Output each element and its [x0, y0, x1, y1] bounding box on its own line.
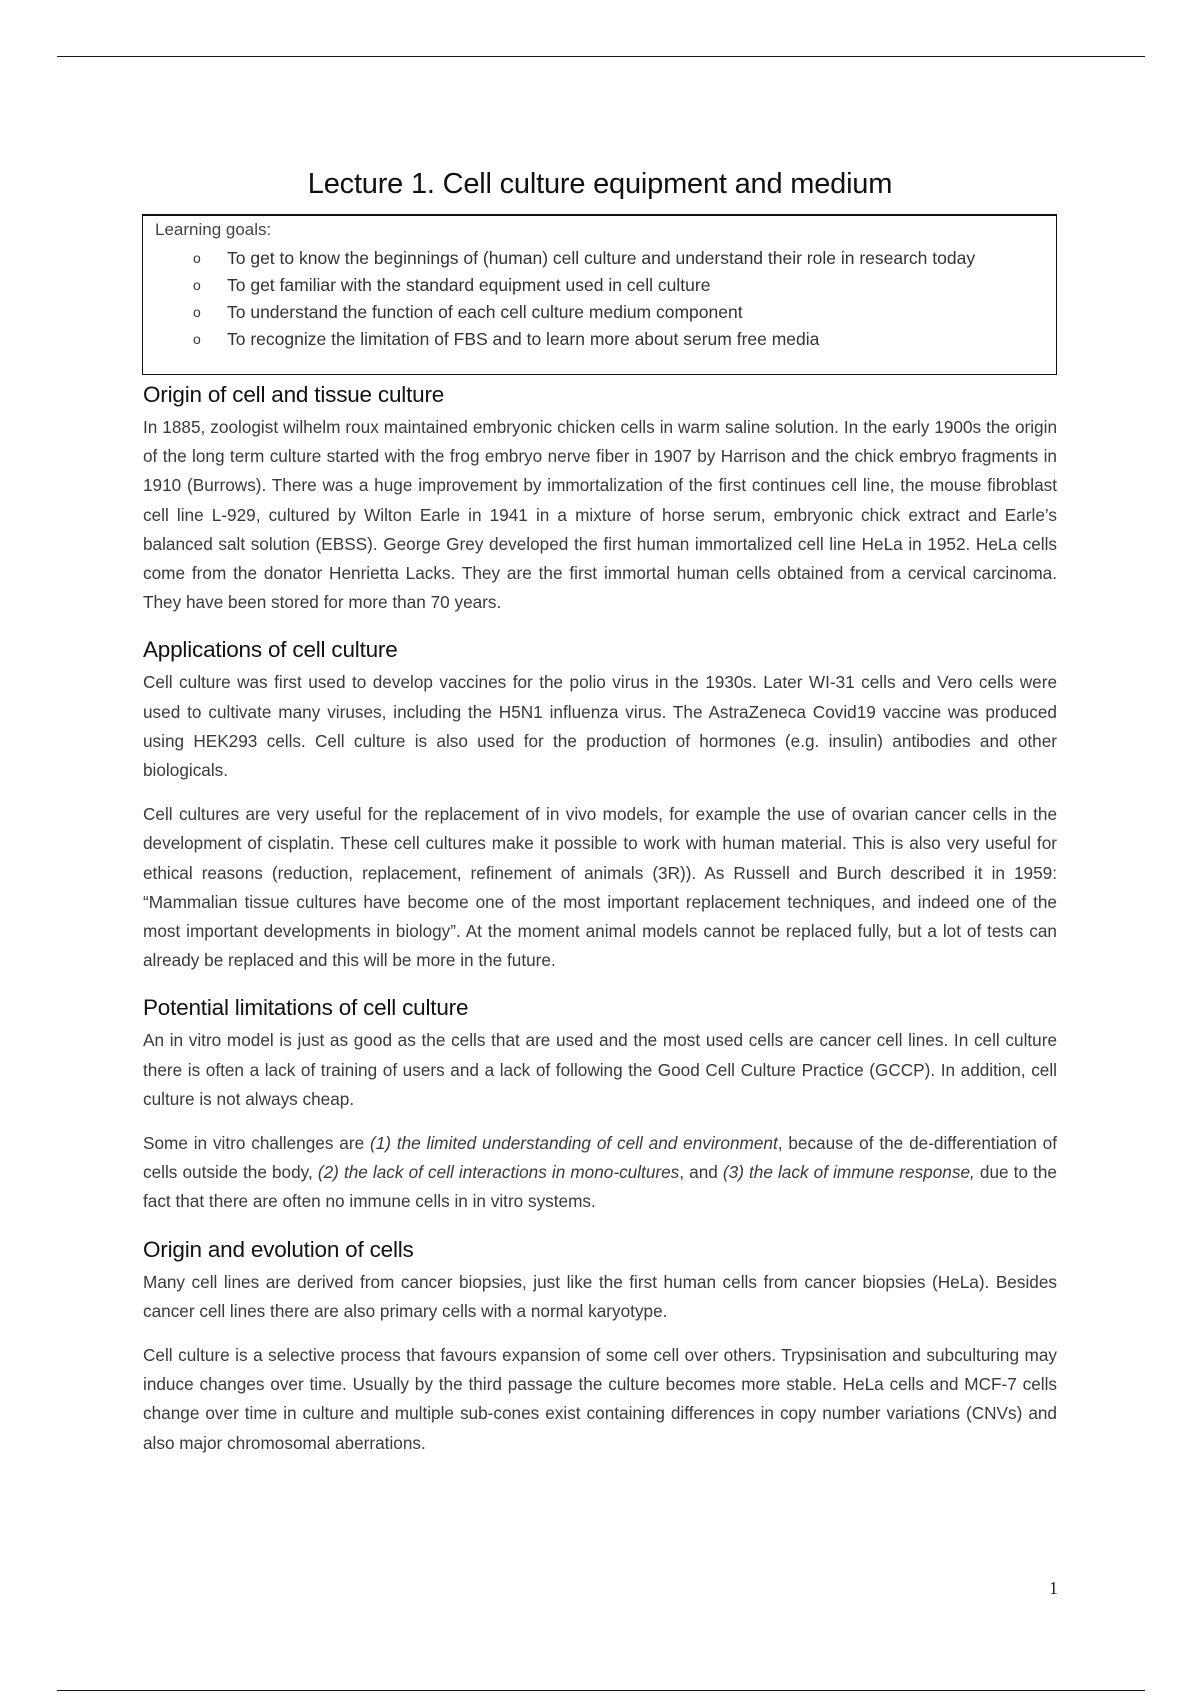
learning-goal-text: To understand the function of each cell culture medium component [227, 302, 743, 322]
bullet-circle-icon: o [193, 277, 201, 293]
learning-goal-item [155, 245, 1056, 272]
section-heading: Origin of cell and tissue culture [143, 382, 445, 407]
learning-goal-text: To recognize the limitation of FBS and to learn more about serum free media [227, 329, 820, 349]
learning-goal-text: To get familiar with the standard equipment used in cell culture [227, 275, 711, 295]
challenges-text: , and [679, 1162, 723, 1183]
learning-goals-box [142, 214, 1057, 375]
bullet-circle-icon: o [193, 331, 201, 347]
paragraph: Cell cultures are very useful for the replacement of in vivo models, for example the use of ovarian cancer cells in the development of cisplatin. These cell cultures make it possible to work with human material. This is also very useful for ethical reasons (reduction, replacement, refinement of animals (3R)). As Russell and Burch described it in 1959: “Mammalian tissue cultures have become one of the most important replacement techniques, and indeed one of the most important developments in biology”. At the moment animal models cannot be replaced fully, but a lot of tests can already be replaced and this will be more in the future. [143, 804, 1057, 971]
learning-goals-heading: Learning goals: [155, 220, 272, 239]
learning-goal-item [155, 299, 1056, 326]
challenge-emphasis: (3) the lack of immune response, [722, 1162, 975, 1183]
challenges-text: , because of the de-differentiation of cells outside the body, [143, 1133, 1057, 1183]
footer-rule [57, 1690, 1145, 1691]
paragraph: An in vitro model is just as good as the cells that are used and the most used cells are cancer cell lines. In cell culture there is often a lack of training of users and a lack of following the Good Cell Culture Practice (GCCP). In addition, cell culture is not always cheap. [143, 1030, 1057, 1109]
paragraph: Many cell lines are derived from cancer biopsies, just like the first human cells from cancer biopsies (HeLa). Besides cancer cell lines there are also primary cells with a normal karyotype. [143, 1271, 1057, 1321]
paragraph: Cell culture is a selective process that favours expansion of some cell over others. Trypsinisation and subculturing may induce changes over time. Usually by the third passage the culture becomes more stable. HeLa cells and MCF-7 cells change over time in culture and multiple sub-cones exist containing differences in copy number variations (CNVs) and also major chromosomal aberrations. [143, 1345, 1057, 1453]
section-origin-of-culture [143, 380, 1057, 617]
learning-goal-item [155, 326, 1056, 353]
page-number: 1 [1049, 1578, 1058, 1598]
bullet-circle-icon: o [193, 304, 201, 320]
challenge-emphasis: (1) the limited understanding of cell and environment [369, 1133, 778, 1154]
header-rule [57, 56, 1145, 57]
paragraph: Cell culture was first used to develop vaccines for the polio virus in the 1930s. Later WI-31 cells and Vero cells were used to cultivate many viruses, including the H5N1 influenza virus. The AstraZeneca Covid19 vaccine was produced using HEK293 cells. Cell culture is also used for the production of hormones (e.g. insulin) antibodies and other biologicals. [143, 672, 1057, 781]
challenges-text: Some in vitro challenges are [143, 1133, 370, 1154]
challenges-text: due to the fact that there are often no immune cells in in vitro systems. [143, 1162, 1057, 1212]
learning-goals-list [155, 245, 1056, 353]
document-body [143, 380, 1057, 1473]
learning-goal-text: To get to know the beginnings of (human) cell culture and understand their role in research today [227, 248, 976, 268]
section-heading: Origin and evolution of cells [143, 1236, 414, 1262]
section-heading: Potential limitations of cell culture [143, 995, 469, 1021]
challenges-paragraph [143, 1129, 1057, 1217]
section-limitations [143, 993, 1057, 1216]
section-heading: Applications of cell culture [143, 637, 398, 663]
section-applications [143, 635, 1057, 975]
learning-goal-item [155, 272, 1056, 299]
paragraph: In 1885, zoologist wilhelm roux maintained embryonic chicken cells in warm saline solution. In the early 1900s the origin of the long term culture started with the frog embryo nerve fiber in 1907 by Harrison and the chick embryo fragments in 1910 (Burrows). There was a huge improvement by immortalization of the first continues cell line, the mouse fibroblast cell line L-929, cultured by Wilton Earle in 1941 in a mixture of horse serum, embryonic chick extract and Earle’s balanced salt solution (EBSS). George Grey developed the first human immortalized cell line HeLa in 1952. HeLa cells come from the donator Henrietta Lacks. They are the first immortal human cells obtained from a cervical carcinoma. They have been stored for more than 70 years. [143, 417, 1057, 613]
page-title: Lecture 1. Cell culture equipment and medium [307, 168, 893, 200]
bullet-circle-icon: o [193, 250, 201, 266]
challenge-emphasis: (2) the lack of cell interactions in mono-cultures [317, 1162, 680, 1183]
section-origin-evolution [143, 1235, 1057, 1458]
